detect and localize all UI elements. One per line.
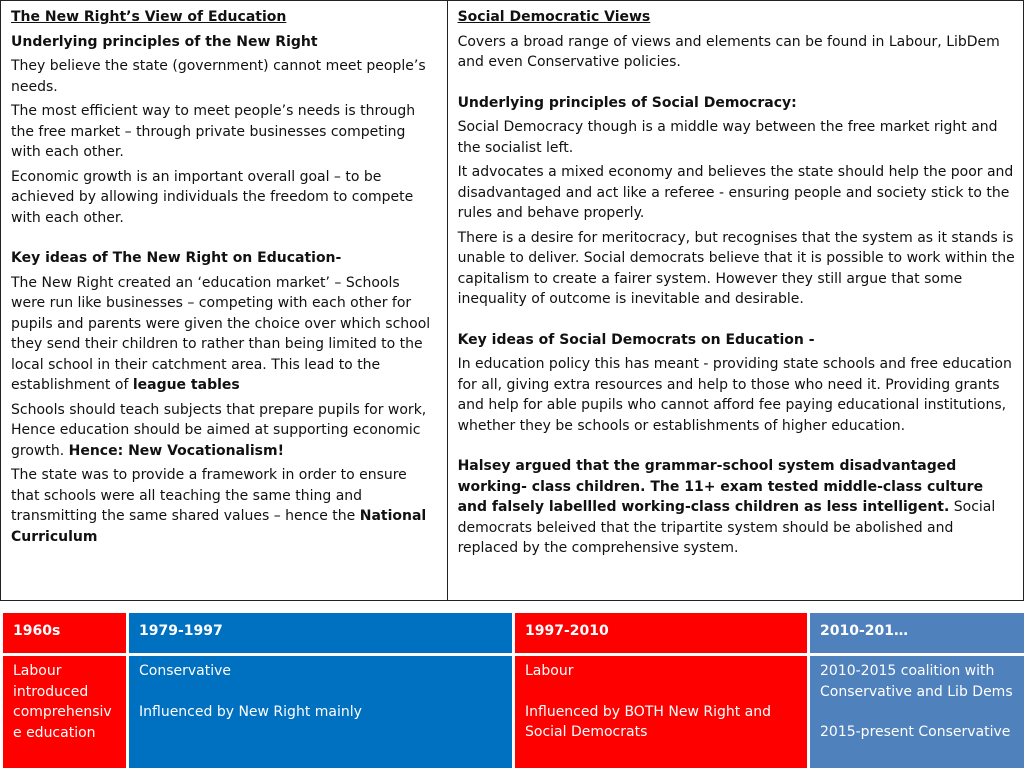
social-democratic-paragraph: Social Democracy though is a middle way between the free market right and the socialist left. [457, 119, 998, 156]
timeline-detail-1960s [3, 656, 126, 768]
timeline-period-2010-present: 2010-201… [810, 613, 1024, 653]
timeline-detail-line: Labour introduced comprehensiv e education [13, 663, 112, 741]
new-right-paragraph [11, 465, 438, 547]
new-right-paragraph: The most efficient way to meet people’s needs is through the free market – through private businesses competing with each other. [11, 103, 416, 160]
social-democratic-intro: Covers a broad range of views and elements can be found in Labour, LibDem and even Conservative policies. [457, 33, 1000, 70]
timeline-period-1979-1997: 1979-1997 [129, 613, 512, 653]
new-right-column [1, 1, 448, 600]
new-right-title: The New Right’s View of Education [11, 9, 287, 25]
new-right-paragraph: They believe the state (government) cannot meet people’s needs. [11, 58, 426, 95]
timeline-detail-line: 2010-2015 coalition with Conservative and Lib Dems [820, 663, 1013, 700]
paragraph-text: The state was to provide a framework in order to ensure that schools were all teaching the same thing and transmitting the same shared values – hence the [11, 467, 407, 524]
halsey-argument: Halsey argued that the grammar-school system disadvantaged working- class children. The 11+ exam tested middle-class culture and falsely labellled working-class children as less intelligent. [457, 458, 984, 515]
paragraph-text: The New Right created an ‘education market’ – Schools were run like businesses – competing with each other for pupils and parents were given the choice over which school they send their children to rather than being limited to the local school in their catchment area. This lead to the establishment of [11, 274, 431, 393]
national-curriculum-term: National Curriculum [11, 508, 427, 545]
new-right-principles-heading: Underlying principles of the New Right [11, 33, 318, 50]
timeline-detail-line: Conservative [139, 663, 232, 679]
new-vocationalism-term: Hence: New Vocationalism! [68, 442, 284, 459]
social-democratic-paragraph: There is a desire for meritocracy, but recognises that the system as it stands is unable to deliver. Social democrats believe that it is possible to work within the capitalism to create a fairer system. However they still argue that some inequality of outcome is inevitable and desirable. [457, 229, 1015, 307]
new-right-paragraph [11, 273, 438, 396]
timeline-detail-line: Influenced by BOTH New Right and Social Democrats [525, 703, 771, 740]
paragraph-text: Social democrats beleived that the tripartite system should be abolished and replaced by the comprehensive system. [457, 499, 996, 556]
league-tables-term: league tables [132, 377, 240, 393]
social-democratic-paragraph: In education policy this has meant - providing state schools and free education for all, giving extra resources and help to those who need it. Providing grants and help for able pupils who cannot afford fee paying educational institutions, whether they be schools or establishments of higher education. [457, 356, 1012, 434]
paragraph-text: Schools should teach subjects that prepare pupils for work, Hence education should be aimed at supporting economic growth. [11, 401, 427, 459]
halsey-paragraph [458, 456, 1017, 559]
timeline-period-1997-2010: 1997-2010 [515, 613, 807, 653]
education-policy-timeline [3, 613, 1024, 768]
new-right-paragraph [11, 400, 438, 462]
social-democratic-paragraph: It advocates a mixed economy and believes the state should help the poor and disadvantaged and act like a referee - ensuring people and society stick to the rules and behave properly. [457, 164, 1014, 221]
new-right-key-ideas-heading: Key ideas of The New Right on Education- [11, 250, 342, 266]
timeline-detail-2010-present [810, 656, 1024, 768]
timeline-detail-1997-2010 [515, 656, 807, 768]
new-right-paragraph: Economic growth is an important overall goal – to be achieved by allowing individuals the freedom to compete with each other. [11, 168, 414, 226]
timeline-detail-line: 2015-present Conservative [820, 724, 1011, 740]
social-democratic-column [448, 1, 1023, 600]
timeline-detail-line: Labour [525, 663, 574, 679]
timeline-detail-line: Influenced by New Right mainly [139, 703, 362, 720]
social-democratic-title: Social Democratic Views [457, 9, 651, 25]
social-democratic-key-ideas-heading: Key ideas of Social Democrats on Education - [457, 331, 815, 348]
timeline-period-1960s: 1960s [3, 613, 126, 653]
timeline-detail-1979-1997 [129, 656, 512, 768]
social-democratic-principles-heading: Underlying principles of Social Democracy: [457, 94, 797, 111]
